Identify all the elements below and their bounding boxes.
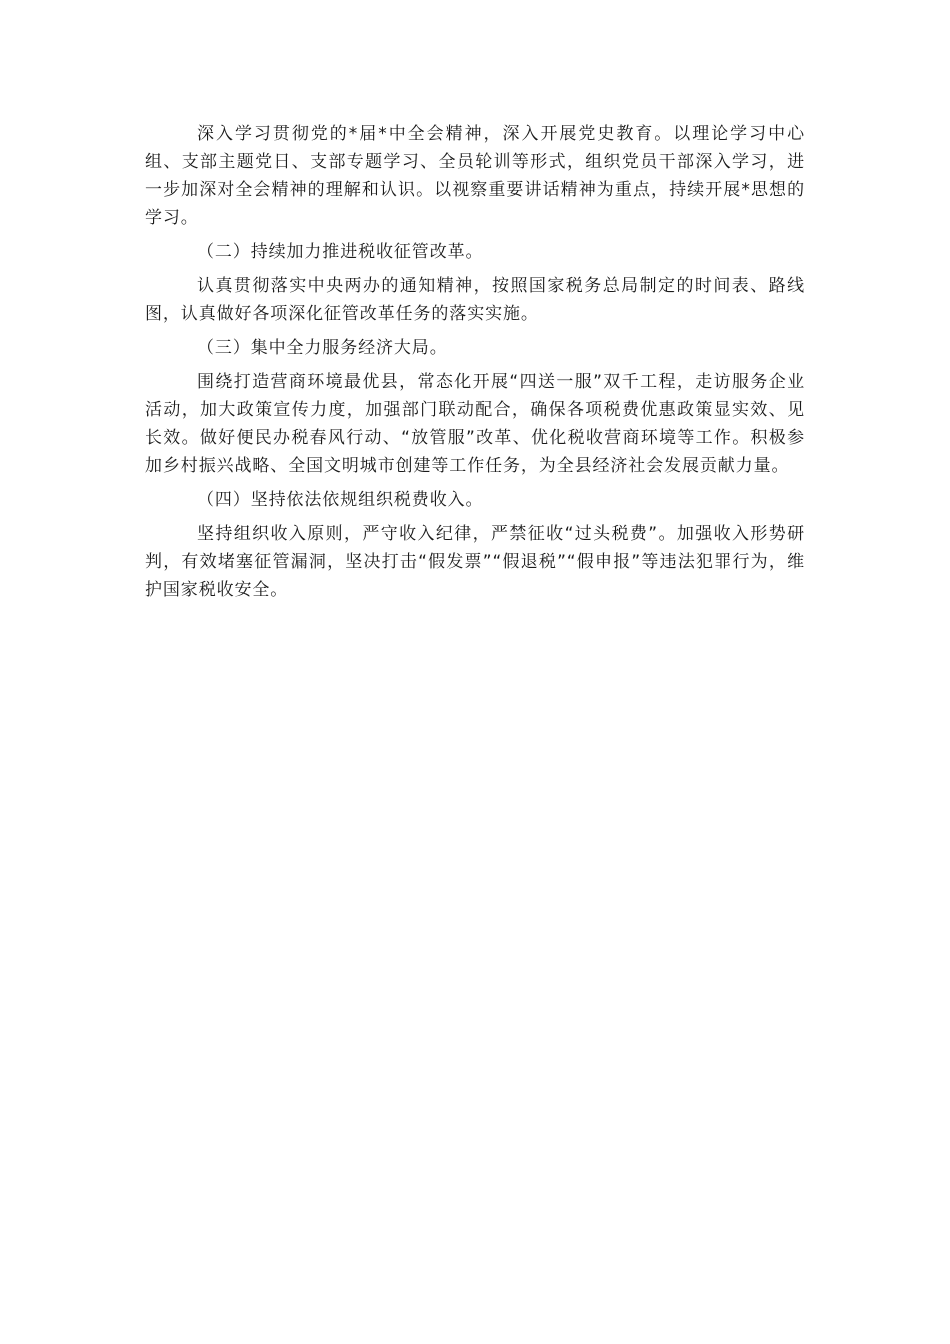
paragraph-tax-reform: 认真贯彻落实中央两办的通知精神，按照国家税务总局制定的时间表、路线图，认真做好各项深化征管改革任务的落实实施。 xyxy=(145,276,805,324)
paragraph-revenue-collection: 坚持组织收入原则，严守收入纪律，严禁征收“过头税费”。加强收入形势研判，有效堵塞征管漏洞，坚决打击“假发票”“假退税”“假申报”等违法犯罪行为，维护国家税收安全。 xyxy=(145,524,805,600)
paragraph-economy-service: 围绕打造营商环境最优县，常态化开展“四送一服”双千工程，走访服务企业活动，加大政策宣传力度，加强部门联动配合，确保各项税费优惠政策显实效、见长效。做好便民办税春风行动、“放管服”改革、优化税收营商环境等工作。积极参加乡村振兴战略、全国文明城市创建等工作任务，为全县经济社会发展贡献力量。 xyxy=(145,372,805,476)
section-heading-2: （二）持续加力推进税收征管改革。 xyxy=(197,242,484,262)
section-heading-3: （三）集中全力服务经济大局。 xyxy=(197,338,448,358)
section-heading-4: （四）坚持依法依规组织税费收入。 xyxy=(197,490,484,510)
document-body xyxy=(145,120,805,610)
paragraph-party-study: 深入学习贯彻党的*届*中全会精神，深入开展党史教育。以理论学习中心组、支部主题党日、支部专题学习、全员轮训等形式，组织党员干部深入学习，进一步加深对全会精神的理解和认识。以视察重要讲话精神为重点，持续开展*思想的学习。 xyxy=(145,124,805,228)
